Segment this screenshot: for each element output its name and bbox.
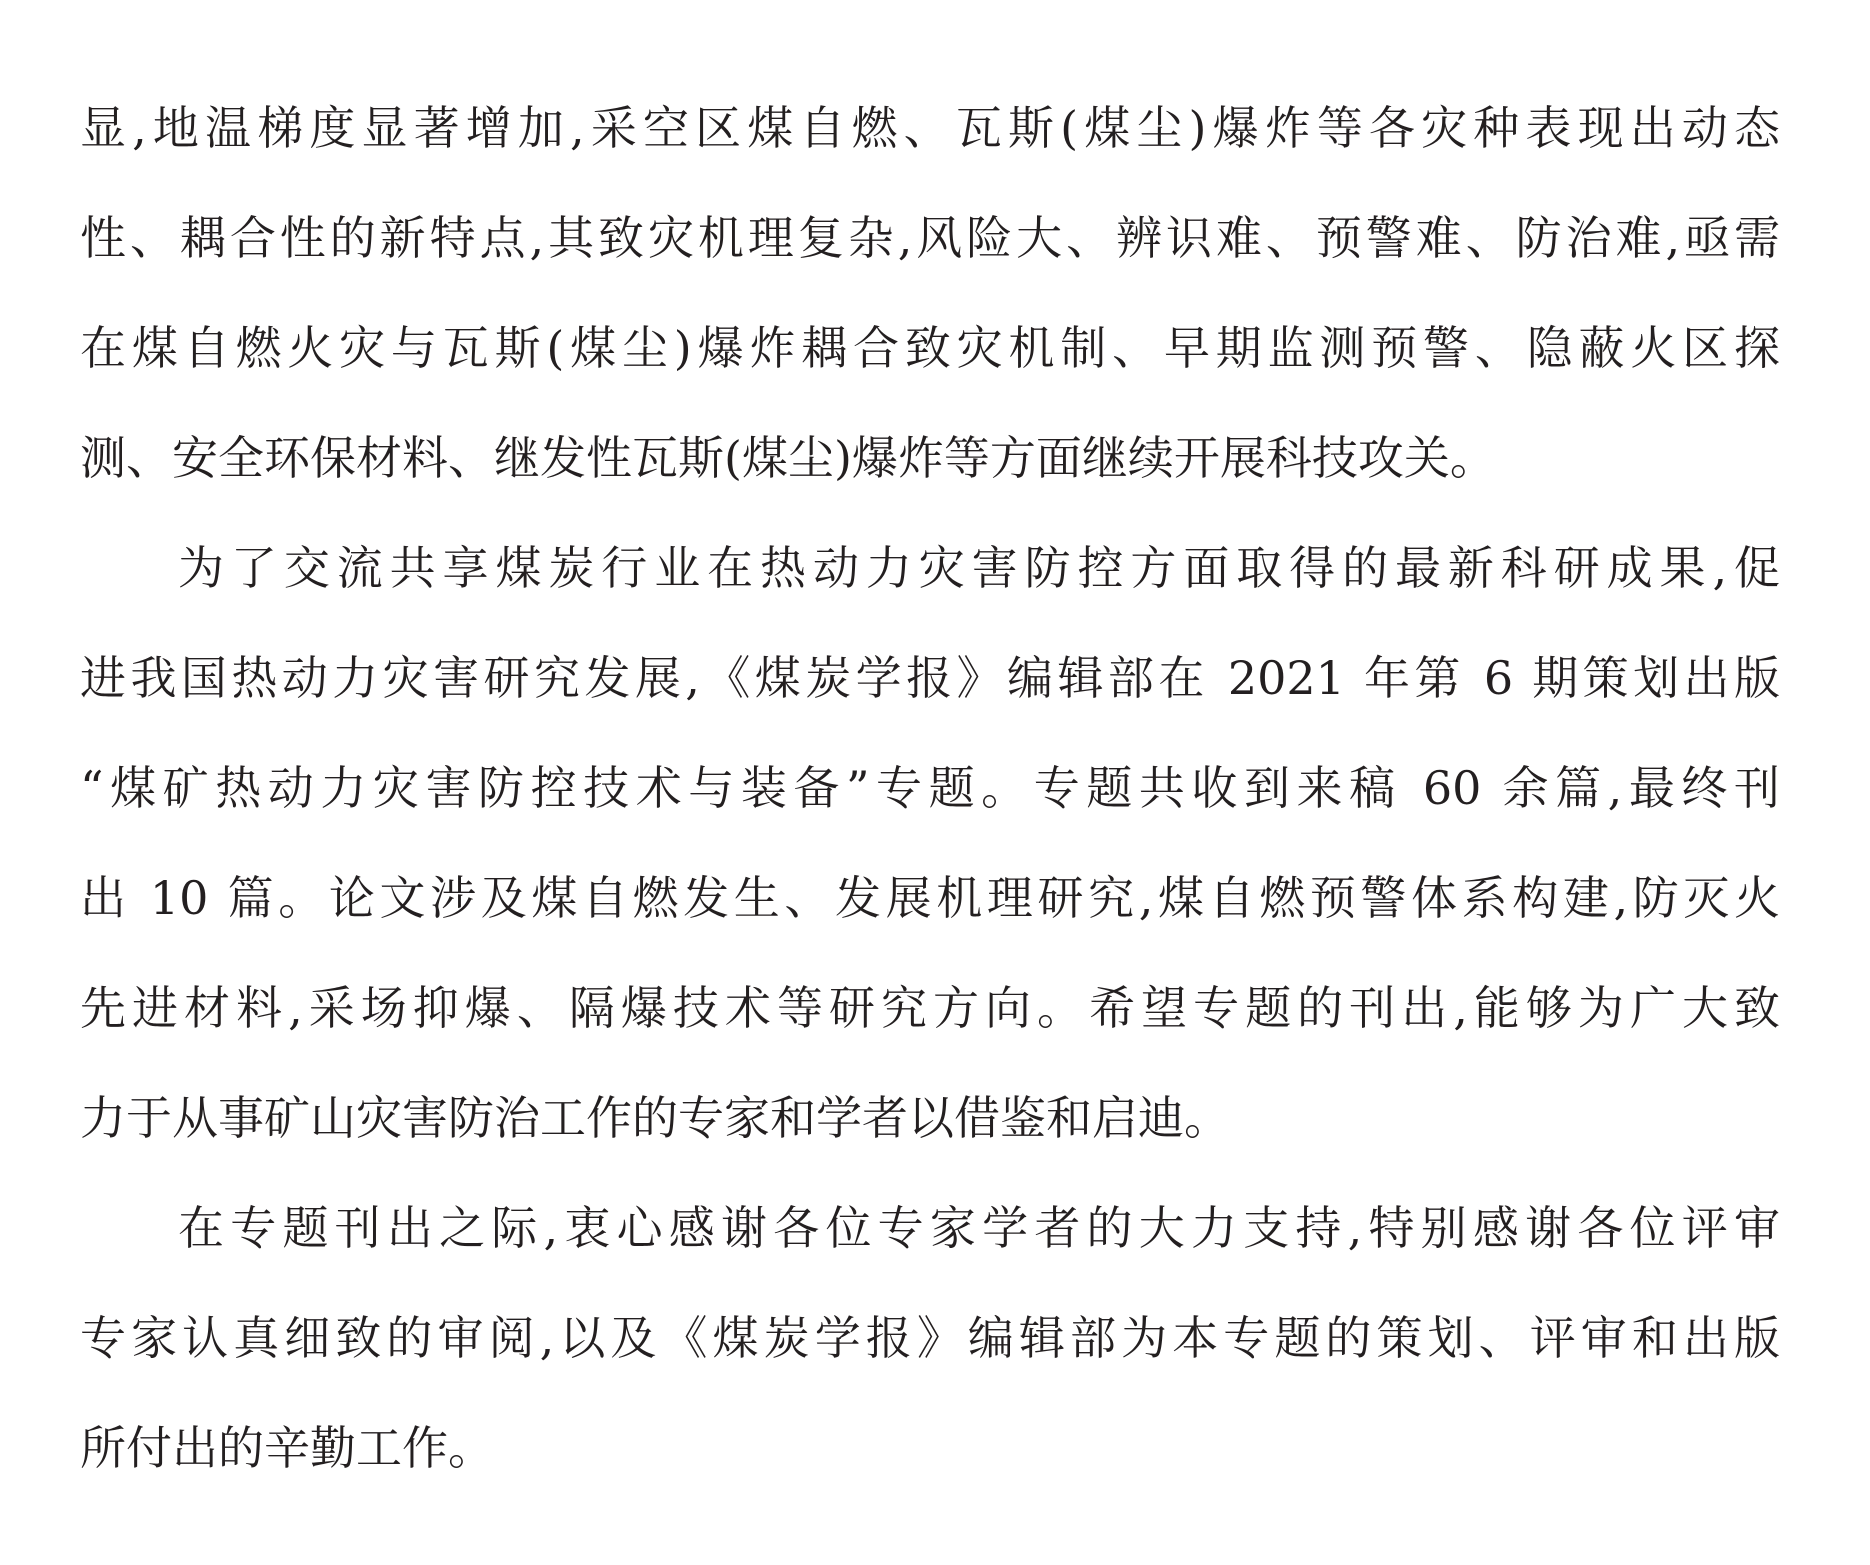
text-line: 出 10 篇。论文涉及煤自燃发生、发展机理研究,煤自燃预警体系构建,防灭火 [80, 871, 1780, 925]
text-line: 测、安全环保材料、继发性瓦斯(煤尘)爆炸等方面继续开展科技攻关。 [80, 431, 1496, 485]
paragraph-1 [80, 88, 1780, 528]
paragraph-3 [80, 1188, 1780, 1518]
text-line: 在煤自燃火灾与瓦斯(煤尘)爆炸耦合致灾机制、早期监测预警、隐蔽火区探 [80, 321, 1780, 375]
text-line: 进我国热动力灾害研究发展,《煤炭学报》编辑部在 2021 年第 6 期策划出版 [80, 651, 1780, 705]
text-line: 先进材料,采场抑爆、隔爆技术等研究方向。希望专题的刊出,能够为广大致 [80, 981, 1780, 1035]
document-body [80, 88, 1780, 1518]
paragraph-2 [80, 528, 1780, 1188]
text-line: 在专题刊出之际,衷心感谢各位专家学者的大力支持,特别感谢各位评审 [178, 1201, 1780, 1255]
text-line: 为了交流共享煤炭行业在热动力灾害防控方面取得的最新科研成果,促 [178, 541, 1780, 595]
text-line: “煤矿热动力灾害防控技术与装备”专题。专题共收到来稿 60 余篇,最终刊 [80, 761, 1780, 815]
text-line: 所付出的辛勤工作。 [80, 1421, 494, 1475]
text-line: 性、耦合性的新特点,其致灾机理复杂,风险大、辨识难、预警难、防治难,亟需 [80, 211, 1780, 265]
text-line: 显,地温梯度显著增加,采空区煤自燃、瓦斯(煤尘)爆炸等各灾种表现出动态 [80, 101, 1780, 155]
text-line: 专家认真细致的审阅,以及《煤炭学报》编辑部为本专题的策划、评审和出版 [80, 1311, 1780, 1365]
text-line: 力于从事矿山灾害防治工作的专家和学者以借鉴和启迪。 [80, 1091, 1230, 1145]
